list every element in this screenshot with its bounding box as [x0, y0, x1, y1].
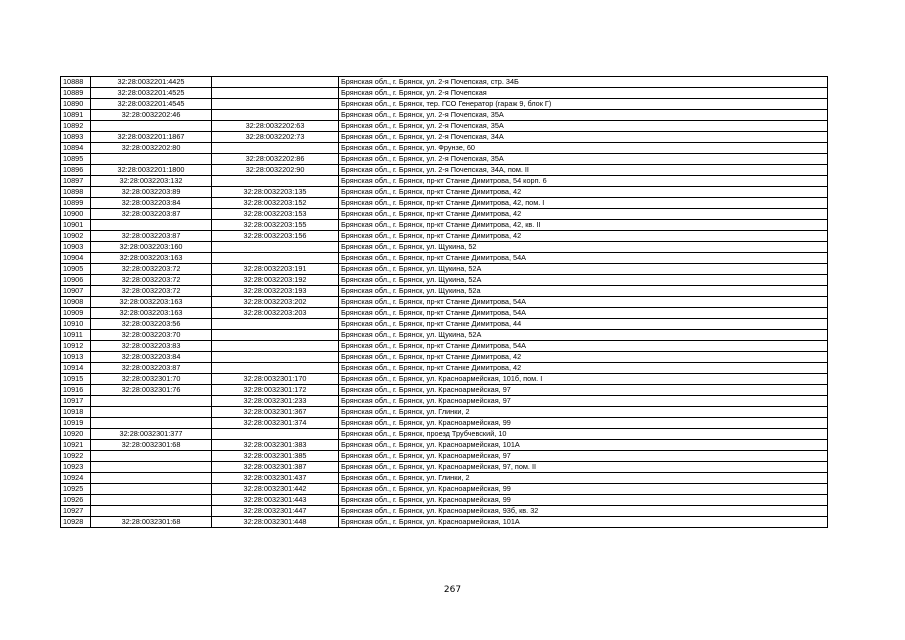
cadastral-number-cell: 32:28:0032201:4525	[91, 88, 212, 99]
cadastral-number-cell	[91, 484, 212, 495]
row-number: 10888	[61, 77, 91, 88]
cadastral-number-secondary-cell: 32:28:0032202:73	[212, 132, 339, 143]
address-cell: Брянская обл., г. Брянск, ул. Красноармейская, 101А	[339, 517, 828, 528]
address-cell: Брянская обл., г. Брянск, тер. ГСО Генератор (гараж 9, блок Г)	[339, 99, 828, 110]
table-row	[61, 198, 828, 209]
cadastral-number-cell	[91, 473, 212, 484]
cadastral-number-cell: 32:28:0032203:89	[91, 187, 212, 198]
table-row	[61, 231, 828, 242]
row-number: 10905	[61, 264, 91, 275]
cadastral-number-secondary-cell	[212, 352, 339, 363]
address-cell: Брянская обл., г. Брянск, пр-кт Станке Димитрова, 42	[339, 352, 828, 363]
address-cell: Брянская обл., г. Брянск, ул. Глинки, 2	[339, 473, 828, 484]
cadastral-number-secondary-cell: 32:28:0032203:153	[212, 209, 339, 220]
cadastral-number-cell: 32:28:0032202:46	[91, 110, 212, 121]
address-cell: Брянская обл., г. Брянск, ул. Глинки, 2	[339, 407, 828, 418]
cadastral-number-cell: 32:28:0032203:83	[91, 341, 212, 352]
cadastral-number-cell: 32:28:0032203:163	[91, 308, 212, 319]
table-row	[61, 143, 828, 154]
address-cell: Брянская обл., г. Брянск, ул. Красноармейская, 97, пом. II	[339, 462, 828, 473]
address-cell: Брянская обл., г. Брянск, пр-кт Станке Димитрова, 42	[339, 363, 828, 374]
address-cell: Брянская обл., г. Брянск, ул. Щукина, 52	[339, 242, 828, 253]
row-number: 10894	[61, 143, 91, 154]
cadastral-number-secondary-cell: 32:28:0032203:193	[212, 286, 339, 297]
row-number: 10889	[61, 88, 91, 99]
row-number: 10903	[61, 242, 91, 253]
cadastral-number-secondary-cell: 32:28:0032301:172	[212, 385, 339, 396]
address-cell: Брянская обл., г. Брянск, ул. 2-я Почепская, 35А	[339, 121, 828, 132]
address-cell: Брянская обл., г. Брянск, ул. Красноармейская, 101б, пом. I	[339, 374, 828, 385]
cadastral-number-secondary-cell: 32:28:0032301:437	[212, 473, 339, 484]
address-cell: Брянская обл., г. Брянск, ул. 2-я Почепская	[339, 88, 828, 99]
row-number: 10907	[61, 286, 91, 297]
table-body	[61, 77, 828, 528]
cadastral-number-secondary-cell: 32:28:0032203:152	[212, 198, 339, 209]
address-cell: Брянская обл., г. Брянск, ул. Щукина, 52А	[339, 275, 828, 286]
address-cell: Брянская обл., г. Брянск, ул. Красноармейская, 101А	[339, 440, 828, 451]
cadastral-number-secondary-cell	[212, 77, 339, 88]
table-row	[61, 165, 828, 176]
table-row	[61, 110, 828, 121]
address-cell: Брянская обл., г. Брянск, пр-кт Станке Димитрова, 54А	[339, 308, 828, 319]
row-number: 10924	[61, 473, 91, 484]
address-cell: Брянская обл., г. Брянск, ул. Красноармейская, 97	[339, 385, 828, 396]
table-row	[61, 495, 828, 506]
address-cell: Брянская обл., г. Брянск, пр-кт Станке Димитрова, 42	[339, 209, 828, 220]
table-row	[61, 385, 828, 396]
cadastral-number-cell: 32:28:0032203:72	[91, 275, 212, 286]
row-number: 10912	[61, 341, 91, 352]
address-cell: Брянская обл., г. Брянск, пр-кт Станке Димитрова, 54А	[339, 341, 828, 352]
table-row	[61, 341, 828, 352]
row-number: 10925	[61, 484, 91, 495]
row-number: 10904	[61, 253, 91, 264]
table-row	[61, 88, 828, 99]
cadastral-number-secondary-cell: 32:28:0032203:192	[212, 275, 339, 286]
cadastral-number-cell: 32:28:0032203:87	[91, 209, 212, 220]
address-cell: Брянская обл., г. Брянск, ул. 2-я Почепская, 34А, пом. II	[339, 165, 828, 176]
cadastral-number-secondary-cell	[212, 88, 339, 99]
table-row	[61, 187, 828, 198]
table-row	[61, 99, 828, 110]
row-number: 10919	[61, 418, 91, 429]
cadastral-number-secondary-cell: 32:28:0032301:385	[212, 451, 339, 462]
cadastral-number-secondary-cell: 32:28:0032203:156	[212, 231, 339, 242]
table-row	[61, 154, 828, 165]
table-row	[61, 407, 828, 418]
cadastral-number-cell	[91, 418, 212, 429]
row-number: 10895	[61, 154, 91, 165]
table-row	[61, 330, 828, 341]
row-number: 10893	[61, 132, 91, 143]
cadastral-number-cell: 32:28:0032201:1867	[91, 132, 212, 143]
cadastral-number-cell	[91, 451, 212, 462]
cadastral-number-cell: 32:28:0032203:132	[91, 176, 212, 187]
cadastral-number-cell: 32:28:0032203:163	[91, 253, 212, 264]
row-number: 10923	[61, 462, 91, 473]
cadastral-number-cell: 32:28:0032201:4545	[91, 99, 212, 110]
table-row	[61, 440, 828, 451]
row-number: 10908	[61, 297, 91, 308]
cadastral-number-cell: 32:28:0032201:1800	[91, 165, 212, 176]
cadastral-number-secondary-cell: 32:28:0032301:170	[212, 374, 339, 385]
row-number: 10911	[61, 330, 91, 341]
cadastral-number-cell: 32:28:0032201:4425	[91, 77, 212, 88]
table-row	[61, 462, 828, 473]
cadastral-number-cell: 32:28:0032301:76	[91, 385, 212, 396]
cadastral-number-secondary-cell	[212, 176, 339, 187]
cadastral-number-secondary-cell: 32:28:0032203:191	[212, 264, 339, 275]
cadastral-number-cell	[91, 407, 212, 418]
row-number: 10917	[61, 396, 91, 407]
cadastral-number-cell: 32:28:0032203:87	[91, 231, 212, 242]
address-cell: Брянская обл., г. Брянск, пр-кт Станке Димитрова, 42	[339, 231, 828, 242]
row-number: 10926	[61, 495, 91, 506]
cadastral-number-cell: 32:28:0032203:163	[91, 297, 212, 308]
row-number: 10899	[61, 198, 91, 209]
row-number: 10890	[61, 99, 91, 110]
row-number: 10921	[61, 440, 91, 451]
table-row	[61, 352, 828, 363]
table-row	[61, 121, 828, 132]
cadastral-number-cell: 32:28:0032203:84	[91, 198, 212, 209]
row-number: 10898	[61, 187, 91, 198]
row-number: 10920	[61, 429, 91, 440]
cadastral-number-cell	[91, 121, 212, 132]
row-number: 10915	[61, 374, 91, 385]
table-row	[61, 242, 828, 253]
cadastral-number-secondary-cell: 32:28:0032301:448	[212, 517, 339, 528]
row-number: 10913	[61, 352, 91, 363]
cadastral-number-cell: 32:28:0032203:87	[91, 363, 212, 374]
cadastral-number-cell: 32:28:0032203:72	[91, 264, 212, 275]
table-row	[61, 473, 828, 484]
cadastral-number-cell	[91, 396, 212, 407]
address-cell: Брянская обл., г. Брянск, ул. 2-я Почепская, 35А	[339, 154, 828, 165]
address-cell: Брянская обл., г. Брянск, ул. 2-я Почепская, 35А	[339, 110, 828, 121]
page-number: 267	[443, 585, 462, 595]
row-number: 10902	[61, 231, 91, 242]
cadastral-number-cell: 32:28:0032203:160	[91, 242, 212, 253]
cadastral-number-secondary-cell	[212, 429, 339, 440]
cadastral-number-secondary-cell	[212, 143, 339, 154]
address-cell: Брянская обл., г. Брянск, пр-кт Станке Димитрова, 44	[339, 319, 828, 330]
address-cell: Брянская обл., г. Брянск, пр-кт Станке Димитрова, 42	[339, 187, 828, 198]
cadastral-number-secondary-cell: 32:28:0032202:86	[212, 154, 339, 165]
table-row	[61, 77, 828, 88]
cadastral-number-secondary-cell	[212, 319, 339, 330]
address-cell: Брянская обл., г. Брянск, ул. Щукина, 52А	[339, 264, 828, 275]
table-row	[61, 253, 828, 264]
cadastral-number-secondary-cell	[212, 363, 339, 374]
cadastral-number-secondary-cell	[212, 242, 339, 253]
table-row	[61, 484, 828, 495]
address-cell: Брянская обл., г. Брянск, пр-кт Станке Димитрова, 54 корп. 6	[339, 176, 828, 187]
table-row	[61, 132, 828, 143]
address-cell: Брянская обл., г. Брянск, пр-кт Станке Димитрова, 54А	[339, 297, 828, 308]
cadastral-number-cell: 32:28:0032203:84	[91, 352, 212, 363]
cadastral-number-cell: 32:28:0032301:68	[91, 517, 212, 528]
table-row	[61, 429, 828, 440]
table-row	[61, 286, 828, 297]
cadastral-number-secondary-cell: 32:28:0032203:203	[212, 308, 339, 319]
cadastral-number-secondary-cell: 32:28:0032301:383	[212, 440, 339, 451]
address-cell: Брянская обл., г. Брянск, ул. Красноармейская, 93б, кв. 32	[339, 506, 828, 517]
address-cell: Брянская обл., г. Брянск, пр-кт Станке Димитрова, 42, пом. I	[339, 198, 828, 209]
cadastral-number-cell: 32:28:0032203:70	[91, 330, 212, 341]
row-number: 10892	[61, 121, 91, 132]
cadastral-number-cell	[91, 495, 212, 506]
address-cell: Брянская обл., г. Брянск, ул. Щукина, 52А	[339, 330, 828, 341]
cadastral-number-cell: 32:28:0032301:377	[91, 429, 212, 440]
address-cell: Брянская обл., г. Брянск, пр-кт Станке Димитрова, 54А	[339, 253, 828, 264]
address-cell: Брянская обл., г. Брянск, ул. Красноармейская, 99	[339, 418, 828, 429]
table-row	[61, 264, 828, 275]
address-cell: Брянская обл., г. Брянск, ул. Красноармейская, 99	[339, 484, 828, 495]
row-number: 10914	[61, 363, 91, 374]
cadastral-number-cell	[91, 506, 212, 517]
row-number: 10922	[61, 451, 91, 462]
cadastral-number-secondary-cell: 32:28:0032202:63	[212, 121, 339, 132]
row-number: 10906	[61, 275, 91, 286]
table-row	[61, 297, 828, 308]
table-row	[61, 176, 828, 187]
address-cell: Брянская обл., г. Брянск, ул. 2-я Почепская, стр. 34Б	[339, 77, 828, 88]
cadastral-number-secondary-cell: 32:28:0032202:90	[212, 165, 339, 176]
cadastral-number-secondary-cell: 32:28:0032301:447	[212, 506, 339, 517]
cadastral-number-secondary-cell: 32:28:0032301:233	[212, 396, 339, 407]
cadastral-number-cell: 32:28:0032301:68	[91, 440, 212, 451]
cadastral-number-cell	[91, 154, 212, 165]
cadastral-number-cell	[91, 462, 212, 473]
row-number: 10909	[61, 308, 91, 319]
cadastral-number-secondary-cell: 32:28:0032203:155	[212, 220, 339, 231]
row-number: 10910	[61, 319, 91, 330]
cadastral-number-cell: 32:28:0032203:72	[91, 286, 212, 297]
table-row	[61, 517, 828, 528]
cadastral-number-secondary-cell: 32:28:0032203:202	[212, 297, 339, 308]
address-cell: Брянская обл., г. Брянск, ул. Красноармейская, 97	[339, 396, 828, 407]
cadastral-table	[60, 76, 828, 528]
address-cell: Брянская обл., г. Брянск, ул. Щукина, 52а	[339, 286, 828, 297]
row-number: 10916	[61, 385, 91, 396]
table-row	[61, 319, 828, 330]
row-number: 10900	[61, 209, 91, 220]
cadastral-number-cell: 32:28:0032203:56	[91, 319, 212, 330]
cadastral-number-secondary-cell: 32:28:0032301:442	[212, 484, 339, 495]
cadastral-number-secondary-cell	[212, 99, 339, 110]
table-row	[61, 451, 828, 462]
row-number: 10897	[61, 176, 91, 187]
cadastral-number-cell: 32:28:0032202:80	[91, 143, 212, 154]
cadastral-number-secondary-cell: 32:28:0032301:367	[212, 407, 339, 418]
table-row	[61, 220, 828, 231]
row-number: 10901	[61, 220, 91, 231]
cadastral-number-secondary-cell: 32:28:0032301:443	[212, 495, 339, 506]
row-number: 10918	[61, 407, 91, 418]
cadastral-number-secondary-cell: 32:28:0032301:374	[212, 418, 339, 429]
table-row	[61, 275, 828, 286]
row-number: 10928	[61, 517, 91, 528]
address-cell: Брянская обл., г. Брянск, ул. 2-я Почепская, 34А	[339, 132, 828, 143]
address-cell: Брянская обл., г. Брянск, ул. Фрунзе, 60	[339, 143, 828, 154]
cadastral-number-secondary-cell	[212, 253, 339, 264]
cadastral-number-secondary-cell	[212, 110, 339, 121]
cadastral-number-secondary-cell	[212, 341, 339, 352]
cadastral-number-cell	[91, 220, 212, 231]
address-cell: Брянская обл., г. Брянск, пр-кт Станке Димитрова, 42, кв. II	[339, 220, 828, 231]
cadastral-number-cell: 32:28:0032301:70	[91, 374, 212, 385]
address-cell: Брянская обл., г. Брянск, ул. Красноармейская, 99	[339, 495, 828, 506]
row-number: 10896	[61, 165, 91, 176]
table-row	[61, 363, 828, 374]
address-cell: Брянская обл., г. Брянск, проезд Трубчевский, 10	[339, 429, 828, 440]
table-row	[61, 418, 828, 429]
table-row	[61, 209, 828, 220]
cadastral-number-secondary-cell	[212, 330, 339, 341]
address-cell: Брянская обл., г. Брянск, ул. Красноармейская, 97	[339, 451, 828, 462]
table-row	[61, 308, 828, 319]
row-number: 10891	[61, 110, 91, 121]
table-row	[61, 396, 828, 407]
cadastral-number-secondary-cell: 32:28:0032301:387	[212, 462, 339, 473]
cadastral-number-secondary-cell: 32:28:0032203:135	[212, 187, 339, 198]
table-row	[61, 374, 828, 385]
row-number: 10927	[61, 506, 91, 517]
table-row	[61, 506, 828, 517]
